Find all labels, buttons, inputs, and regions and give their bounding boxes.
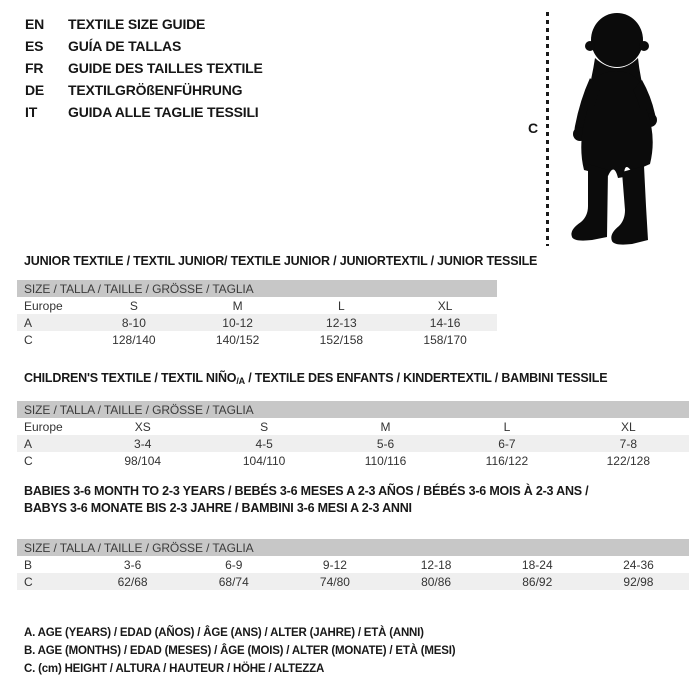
size-value-cell: 158/170: [423, 332, 467, 347]
size-value-cell: XL: [620, 419, 636, 434]
size-value-cell: S: [129, 298, 138, 313]
legend-note-c: C. (cm) HEIGHT / ALTURA / HAUTEUR / HÖHE / ALTEZZA: [24, 663, 325, 675]
size-value-cell: 5-6: [376, 436, 395, 451]
size-value-cell: 62/68: [117, 574, 148, 589]
size-value-cell: 8-10: [121, 315, 146, 330]
table-row-b: [17, 556, 689, 573]
size-value-cell: 12-18: [420, 557, 452, 572]
section-babies-textile: [17, 483, 689, 590]
row-label: B: [24, 557, 33, 572]
row-label: C: [24, 332, 33, 347]
section-title-line: BABIES 3-6 MONTH TO 2-3 YEARS / BEBÉS 3-6 MESES A 2-3 AÑOS / BÉBÉS 3-6 MOIS À 2-3 ANS /: [24, 484, 589, 498]
language-row-fr: [25, 57, 263, 79]
section-title-line: JUNIOR TEXTILE / TEXTIL JUNIOR/ TEXTILE JUNIOR / JUNIORTEXTIL / JUNIOR TESSILE: [24, 254, 538, 268]
size-value-cell: 80/86: [421, 574, 452, 589]
size-value-cell: S: [260, 419, 269, 434]
legend-note-b: B. AGE (MONTHS) / EDAD (MESES) / ÂGE (MOIS) / ALTER (MONATE) / ETÀ (MESI): [24, 645, 456, 657]
language-guide-title: GUIDA ALLE TAGLIE TESSILI: [68, 104, 259, 120]
language-row-en: [25, 13, 263, 35]
size-value-cell: M: [380, 419, 391, 434]
language-title-list: [25, 13, 263, 123]
size-value-cell: 74/80: [319, 574, 350, 589]
size-value-cell: 3-4: [134, 436, 152, 451]
size-value-cell: L: [338, 298, 345, 313]
size-value-cell: 140/152: [215, 332, 260, 347]
size-value-cell: 104/110: [242, 453, 286, 468]
language-row-es: [25, 35, 263, 57]
size-value-cell: 3-6: [123, 557, 142, 572]
section-title-sub: /A: [236, 376, 245, 386]
language-code: IT: [25, 104, 38, 120]
language-code: EN: [25, 16, 45, 32]
size-value-cell: M: [232, 298, 243, 313]
height-dimension-label: C: [528, 120, 539, 136]
section-junior-textile: [17, 253, 537, 348]
section-title-pre: CHILDREN'S TEXTILE / TEXTIL NIÑO: [24, 371, 237, 385]
size-header-bar: SIZE / TALLA / TAILLE / GRÖSSE / TAGLIA: [17, 401, 689, 418]
size-value-cell: 122/128: [606, 453, 651, 468]
size-value-cell: 14-16: [429, 315, 461, 330]
height-dashed-line: [546, 12, 549, 246]
size-table: [17, 280, 497, 348]
section-title-line: BABYS 3-6 MONATE BIS 2-3 JAHRE / BAMBINI 3-6 MESI A 2-3 ANNI: [24, 501, 412, 515]
language-code: DE: [25, 82, 45, 98]
size-header-bar: SIZE / TALLA / TAILLE / GRÖSSE / TAGLIA: [17, 539, 689, 556]
size-value-cell: 86/92: [522, 574, 553, 589]
size-value-cell: 9-12: [322, 557, 347, 572]
legend-note-a: A. AGE (YEARS) / EDAD (AÑOS) / ÂGE (ANS) / ALTER (JAHRE) / ETÀ (ANNI): [24, 627, 424, 639]
section-title: [24, 370, 689, 390]
table-row-europe: [17, 297, 497, 314]
size-value-cell: 110/116: [364, 453, 407, 468]
row-label: A: [24, 436, 33, 451]
language-guide-title: TEXTILGRÖßENFÜHRUNG: [68, 82, 243, 98]
size-value-cell: 4-5: [255, 436, 273, 451]
size-value-cell: 68/74: [218, 574, 249, 589]
language-code: ES: [25, 38, 44, 54]
size-value-cell: 92/98: [623, 574, 654, 589]
table-row-c: [17, 573, 689, 590]
size-table: [17, 539, 689, 590]
language-row-it: [25, 101, 263, 123]
size-value-cell: 6-7: [498, 436, 516, 451]
size-value-cell: XL: [437, 298, 453, 313]
language-guide-title: GUÍA DE TALLAS: [68, 38, 182, 54]
section-children-textile: [17, 370, 689, 469]
size-table: [17, 401, 689, 469]
size-value-cell: 6-9: [225, 557, 243, 572]
size-value-cell: 152/158: [319, 332, 364, 347]
toddler-silhouette-icon: [562, 8, 670, 248]
size-value-cell: 128/140: [112, 332, 156, 347]
section-title-post: / TEXTILE DES ENFANTS / KINDERTEXTIL / BAMBINI TESSILE: [244, 371, 608, 385]
size-value-cell: 10-12: [222, 315, 253, 330]
row-label: C: [24, 453, 33, 468]
size-value-cell: L: [503, 419, 511, 434]
size-value-cell: XS: [134, 419, 151, 434]
language-guide-title: TEXTILE SIZE GUIDE: [68, 16, 206, 32]
row-label: Europe: [24, 298, 63, 313]
language-code: FR: [25, 60, 44, 76]
language-guide-title: GUIDE DES TAILLES TEXTILE: [68, 60, 263, 76]
size-value-cell: 24-36: [623, 557, 654, 572]
legend-notes: [24, 624, 455, 678]
row-label: A: [24, 315, 33, 330]
row-label: Europe: [24, 419, 63, 434]
table-row-a: [17, 435, 689, 452]
table-row-a: [17, 314, 497, 331]
table-row-europe: [17, 418, 689, 435]
row-label: C: [24, 574, 33, 589]
child-height-figure: [510, 0, 695, 260]
table-row-c: [17, 452, 689, 469]
language-row-de: [25, 79, 263, 101]
size-value-cell: 98/104: [124, 453, 162, 468]
table-row-c: [17, 331, 497, 348]
size-value-cell: 18-24: [521, 557, 553, 572]
size-value-cell: 12-13: [326, 315, 357, 330]
size-header-bar: SIZE / TALLA / TAILLE / GRÖSSE / TAGLIA: [17, 280, 497, 297]
size-value-cell: 116/122: [485, 453, 529, 468]
size-value-cell: 7-8: [619, 436, 637, 451]
